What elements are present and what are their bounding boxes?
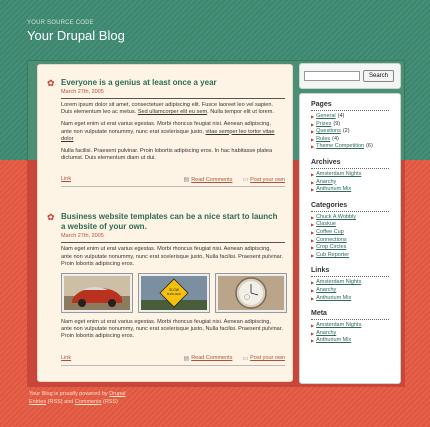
links-list bbox=[311, 279, 400, 302]
post-paragraph bbox=[61, 102, 283, 116]
page-link[interactable]: Rules bbox=[316, 135, 331, 142]
bullet-icon: ▶ bbox=[311, 114, 315, 119]
bullet-icon: ▶ bbox=[311, 252, 315, 258]
bullet-icon: ▶ bbox=[311, 330, 315, 336]
item-count: (2) bbox=[342, 128, 350, 135]
post-paragraph: Nulla facilisi. Praesent pulvinar. Proin lobortis adipiscing eros. In hac habitasse platea dictumst. Duis elementum diam ut dui. bbox=[61, 148, 273, 162]
bullet-icon: ▶ bbox=[311, 323, 315, 329]
pages-block bbox=[311, 101, 400, 151]
entries-rss-link[interactable]: Entries bbox=[29, 399, 47, 405]
archive-link[interactable]: Anthurium Mix bbox=[316, 186, 352, 193]
site-header bbox=[27, 20, 125, 43]
list-item bbox=[311, 287, 400, 295]
post-title[interactable]: Business website templates can be a nice start to launch a website of your own. bbox=[61, 212, 278, 232]
inline-link[interactable]: Sed ullamcorper elit eu sem bbox=[137, 109, 208, 116]
bullet-icon: ▶ bbox=[311, 121, 315, 127]
blogroll-link[interactable]: Amsterdam Nights bbox=[316, 279, 362, 286]
post-your-own-item bbox=[242, 355, 285, 362]
item-count: (9) bbox=[333, 120, 341, 127]
blog-post bbox=[47, 212, 285, 365]
meta-list bbox=[311, 322, 400, 345]
list-item bbox=[311, 252, 400, 260]
list-item bbox=[311, 279, 400, 287]
bullet-icon: ▶ bbox=[311, 338, 315, 344]
bullet-icon: ▶ bbox=[311, 144, 315, 150]
post-paragraph bbox=[61, 121, 283, 143]
image-gallery bbox=[61, 273, 283, 313]
post-date: March 27th, 2005 bbox=[61, 233, 104, 240]
categories-list bbox=[311, 214, 400, 260]
meta-link[interactable]: Amsterdam Nights bbox=[316, 322, 362, 329]
svg-text:BLIND DEAF: BLIND DEAF bbox=[166, 293, 182, 297]
post-your-own-link[interactable]: Post your own bbox=[250, 355, 285, 362]
read-comments-link[interactable]: Read Comments bbox=[191, 176, 233, 183]
list-item bbox=[311, 214, 400, 222]
list-item bbox=[311, 128, 400, 136]
comments-rss-link[interactable]: Comments bbox=[74, 399, 102, 405]
category-link[interactable]: Cub Reporter bbox=[316, 251, 350, 258]
post-body bbox=[61, 246, 283, 268]
read-comments-item bbox=[184, 355, 233, 362]
block-title: Links bbox=[311, 267, 330, 275]
read-comments-item bbox=[184, 176, 233, 183]
page-link[interactable]: Prizes bbox=[316, 120, 332, 127]
list-item bbox=[311, 237, 400, 245]
post-paragraph: Nam eget enim ut erat varius egestas. Morbi rhoncus feugiat nisi. Aenean adipiscing, ante non vulputate nonummy, nunc erat scelerisque justo, Nulla facilisi. Praesent pulvinar. Proin lobortis adipiscing eros. bbox=[61, 319, 283, 340]
item-count: (4) bbox=[337, 113, 345, 119]
post-your-own-link[interactable]: Post your own bbox=[250, 176, 285, 183]
list-item bbox=[311, 330, 400, 338]
bullet-icon: ▶ bbox=[311, 222, 315, 228]
divider bbox=[311, 110, 389, 111]
list-item bbox=[311, 136, 400, 144]
bullet-icon: ▶ bbox=[311, 287, 315, 293]
post-date: March 27th, 2005 bbox=[61, 89, 104, 95]
bullet-icon: ▶ bbox=[311, 237, 315, 243]
blogroll-link[interactable]: Anthurium Mix bbox=[316, 294, 352, 301]
list-item bbox=[311, 295, 400, 303]
bullet-icon: ▶ bbox=[311, 229, 315, 235]
site-slogan: YOUR SOURCE CODE bbox=[27, 20, 94, 26]
search-button[interactable]: Search bbox=[363, 70, 394, 82]
drupal-link[interactable]: Drupal bbox=[109, 391, 126, 397]
block-title: Pages bbox=[311, 101, 332, 108]
list-item bbox=[311, 337, 400, 345]
sidebar bbox=[299, 93, 401, 384]
road-sign-image[interactable] bbox=[138, 273, 210, 313]
list-item bbox=[311, 179, 400, 187]
block-title: Archives bbox=[311, 158, 341, 166]
comment-icon: ▤ bbox=[183, 355, 190, 362]
bullet-icon: ▶ bbox=[311, 245, 315, 251]
divider bbox=[311, 276, 389, 277]
link-link[interactable]: Link bbox=[61, 176, 72, 183]
item-count: (6) bbox=[366, 143, 373, 150]
page-link[interactable]: Theme Competition bbox=[316, 143, 365, 150]
footer-text: Your Blog is proudly powered by bbox=[29, 391, 110, 397]
divider bbox=[61, 242, 285, 243]
list-item bbox=[311, 229, 400, 237]
item-count: (4) bbox=[332, 135, 339, 142]
category-link[interactable]: Claskue bbox=[316, 221, 336, 228]
pages-list bbox=[311, 113, 400, 151]
flower-icon: ✿ bbox=[47, 78, 55, 88]
meta-block bbox=[311, 310, 400, 345]
list-item bbox=[311, 143, 400, 151]
post-body bbox=[61, 102, 283, 162]
bullet-icon: ▶ bbox=[311, 179, 315, 185]
post-paragraph: Nam eget enim ut erat varius egestas. Morbi rhoncus feugiat nisi. Aenean adipiscing, ante non vulputate nonummy, nunc erat scelerisque justo, Nulla facilisi. Praesent pulvinar. Proin lobortis adipiscing eros. bbox=[61, 246, 283, 267]
list-item bbox=[311, 171, 400, 179]
meta-link[interactable]: Anthurium Mix bbox=[316, 337, 352, 344]
site-footer bbox=[29, 390, 289, 406]
paragraph-text: Nam eget enim ut erat varius egestas. Morbi rhoncus feugiat nisi. Aenean adipiscing, ante non vulputate nonummy, nunc erat scelerisque justo, bbox=[61, 121, 271, 135]
bullet-icon: ▶ bbox=[311, 129, 315, 135]
inline-link[interactable]: vitae semper leo tortor vitae dolor bbox=[61, 128, 275, 142]
meta-link[interactable]: Anarchy bbox=[316, 329, 337, 336]
post-your-own-item bbox=[242, 176, 285, 183]
category-link[interactable]: Chuck A Wobbly bbox=[316, 213, 357, 220]
reply-icon: ▭ bbox=[242, 355, 249, 362]
paragraph-text: Lorem ipsum dolor sit amet, consectetuer adipiscing elit. Fusce laoreet leo vel sapien. Duis elementum leo ac metus. bbox=[61, 102, 274, 116]
archives-block bbox=[311, 159, 400, 194]
blog-post bbox=[47, 78, 285, 187]
divider bbox=[61, 186, 285, 187]
list-item bbox=[311, 322, 400, 330]
page-link[interactable]: General bbox=[316, 113, 336, 119]
link-link[interactable]: Link bbox=[61, 354, 72, 361]
bullet-icon: ▶ bbox=[311, 295, 315, 301]
reply-icon: ▭ bbox=[242, 177, 249, 184]
post-footer bbox=[61, 176, 285, 183]
archive-link[interactable]: Anarchy bbox=[316, 178, 337, 185]
bullet-icon: ▶ bbox=[311, 136, 315, 142]
block-title: Categories bbox=[311, 201, 348, 209]
paragraph-text: . Nulla tempor elit ut lorem. bbox=[207, 109, 274, 116]
blogroll-link[interactable]: Anarchy bbox=[316, 286, 337, 293]
category-link[interactable]: Crop Circles bbox=[316, 244, 347, 251]
divider bbox=[61, 98, 285, 99]
divider bbox=[311, 319, 389, 320]
main-content bbox=[37, 64, 293, 382]
bullet-icon: ▶ bbox=[311, 187, 315, 193]
watch-image[interactable] bbox=[215, 273, 287, 313]
comment-icon: ▤ bbox=[183, 177, 190, 184]
flower-icon: ✿ bbox=[47, 212, 55, 223]
bullet-icon: ▶ bbox=[311, 280, 315, 286]
car-image[interactable] bbox=[61, 273, 133, 313]
search-input[interactable] bbox=[304, 71, 360, 81]
footer-text: (RSS) and bbox=[46, 399, 75, 405]
list-item bbox=[311, 113, 400, 121]
bullet-icon: ▶ bbox=[311, 214, 315, 220]
category-link[interactable]: Coffee Cup bbox=[316, 228, 344, 235]
bullet-icon: ▶ bbox=[311, 171, 315, 177]
archive-link[interactable]: Amsterdam Nights bbox=[316, 170, 362, 177]
list-item bbox=[311, 244, 400, 252]
block-title: Meta bbox=[311, 310, 327, 318]
divider bbox=[311, 168, 389, 169]
list-item bbox=[311, 186, 400, 194]
post-body bbox=[61, 319, 283, 341]
read-comments-link[interactable]: Read Comments bbox=[191, 355, 233, 362]
divider bbox=[311, 211, 389, 212]
svg-text:SLOW: SLOW bbox=[169, 288, 179, 293]
archives-list bbox=[311, 171, 400, 194]
footer-text: (RSS) bbox=[101, 399, 118, 405]
site-name[interactable]: Your Drupal Blog bbox=[27, 28, 125, 43]
divider bbox=[61, 365, 285, 366]
search-box bbox=[299, 63, 401, 89]
post-footer bbox=[61, 355, 285, 362]
post-title[interactable]: Everyone is a genius at least once a year bbox=[61, 78, 217, 87]
category-link[interactable]: Connections bbox=[316, 236, 347, 243]
list-item bbox=[311, 221, 400, 229]
list-item bbox=[311, 121, 400, 129]
categories-block bbox=[311, 202, 400, 260]
links-block bbox=[311, 267, 400, 302]
page-link[interactable]: Questions bbox=[316, 128, 341, 135]
